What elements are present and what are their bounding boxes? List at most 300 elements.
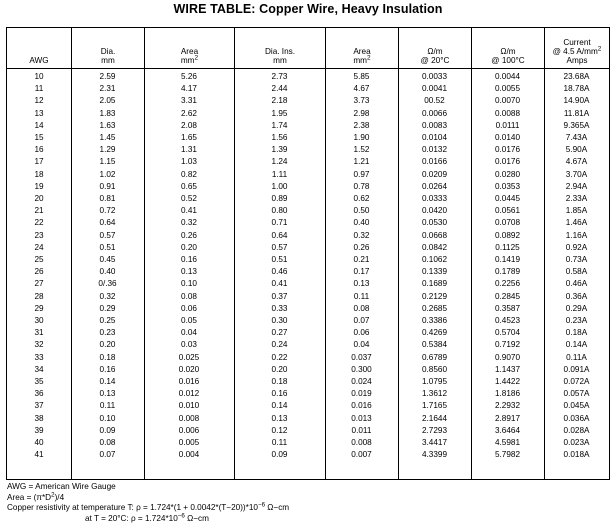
footnote-area-prefix: Area = (π*D — [7, 492, 52, 502]
table-cell: 0.04 — [353, 340, 370, 350]
table-cell: 0.29 — [99, 303, 116, 313]
table-cell: 0.1419 — [494, 255, 521, 264]
table-cell: 18 — [34, 169, 44, 179]
table-cell: 0.0166 — [421, 157, 448, 167]
table-cell: 0.78 — [353, 181, 370, 191]
wire-table — [6, 27, 610, 480]
table-cell: 0.016 — [351, 401, 372, 411]
table-cell: 0.24 — [271, 340, 288, 350]
table-row — [7, 437, 609, 449]
table-cell: 0.1125 — [495, 242, 520, 252]
table-cell: 2.33A — [565, 194, 588, 203]
header-awg — [7, 28, 71, 68]
table-cell: 23.68A — [563, 72, 590, 81]
table-cell: 0.26 — [353, 242, 370, 252]
table-cell: 0.2845 — [494, 291, 521, 301]
table-cell: 0.023A — [563, 438, 590, 447]
table-cell: 0.0264 — [421, 181, 448, 191]
table-cell: 9.365A — [563, 120, 590, 130]
table-cell: 3.4417 — [421, 438, 448, 447]
table-cell: 0.14A — [565, 340, 588, 350]
table-cell: 0.36A — [565, 291, 588, 301]
table-row — [7, 181, 609, 193]
header-area-ins-line1: Area — [353, 47, 371, 56]
table-cell: 14 — [34, 120, 44, 130]
header-area — [144, 28, 234, 68]
table-cell: 0.0088 — [494, 108, 521, 118]
table-cell: 0.07 — [353, 316, 370, 325]
table-cell: 1.8186 — [494, 389, 521, 399]
table-row — [7, 327, 609, 339]
header-awg-label: AWG — [29, 56, 49, 65]
table-cell: 0.0104 — [421, 133, 448, 142]
table-cell: 20 — [34, 194, 44, 203]
table-cell: 14.90A — [563, 96, 590, 106]
header-dia — [71, 28, 144, 68]
table-cell: 1.0795 — [421, 377, 448, 386]
table-cell: 1.95 — [271, 108, 288, 118]
table-cell: 0.0708 — [494, 218, 521, 228]
table-cell: 0.09 — [271, 450, 288, 460]
table-cell: 0.4523 — [494, 316, 521, 325]
table-cell: 0.08 — [99, 438, 116, 447]
table-cell: 3.6464 — [494, 425, 521, 435]
table-cell: 4.67A — [565, 157, 588, 167]
table-cell: 1.21 — [353, 157, 370, 167]
table-cell: 36 — [34, 389, 44, 399]
table-cell: 0.024 — [351, 377, 372, 386]
table-row — [7, 156, 609, 168]
table-cell: 11.81A — [563, 108, 590, 118]
table-cell: 0.045A — [563, 401, 590, 411]
table-cell: 5.90A — [565, 145, 588, 155]
table-cell: 1.16A — [565, 230, 588, 240]
table-cell: 0.0083 — [421, 120, 448, 130]
header-current-sup: 2 — [597, 45, 602, 53]
table-cell: 0.50 — [353, 206, 370, 216]
footnote-resistivity-20c — [7, 514, 289, 525]
table-cell: 0.21 — [353, 255, 370, 264]
table-row — [7, 400, 609, 412]
table-cell: 0.0420 — [421, 206, 448, 216]
table-cell: 0.23A — [565, 316, 588, 325]
footnote-resistivity — [7, 503, 289, 514]
table-cell: 0.0111 — [495, 120, 520, 130]
table-cell: 1.00 — [271, 181, 288, 191]
table-cell: 0.30 — [271, 316, 288, 325]
table-row — [7, 193, 609, 205]
table-row — [7, 364, 609, 376]
table-cell: 2.73 — [271, 72, 288, 81]
table-cell: 0.0445 — [494, 194, 521, 203]
header-ohm-100 — [471, 28, 544, 68]
table-cell: 34 — [34, 364, 44, 374]
table-cell: 0.0842 — [421, 242, 448, 252]
table-row — [7, 291, 609, 303]
table-cell: 4.5981 — [494, 438, 521, 447]
table-cell: 0.71 — [271, 218, 288, 228]
table-cell: 17 — [34, 157, 44, 167]
table-cell: 4.67 — [353, 84, 370, 94]
table-cell: 0.64 — [271, 230, 288, 240]
table-row — [7, 449, 609, 461]
table-row — [7, 376, 609, 388]
table-row — [7, 278, 609, 290]
table-cell: 0.0070 — [494, 96, 521, 106]
table-cell: 0.2129 — [421, 291, 448, 301]
table-cell: 0.08 — [181, 291, 197, 301]
table-cell: 0.51 — [99, 242, 116, 252]
table-cell: 5.85 — [353, 72, 370, 81]
table-cell: 1.3612 — [421, 389, 448, 399]
table-cell: 0.028A — [563, 425, 590, 435]
table-cell: 0.58A — [565, 267, 588, 277]
table-cell: 0.0209 — [421, 169, 448, 179]
table-cell: 3.73 — [353, 96, 370, 106]
table-row — [7, 71, 609, 83]
table-cell: 0.0176 — [494, 145, 521, 155]
table-cell: 0.33 — [271, 303, 288, 313]
table-cell: 0.0561 — [494, 206, 521, 216]
table-cell: 0.0668 — [421, 230, 448, 240]
table-cell: 1.65 — [181, 133, 197, 142]
table-cell: 33 — [34, 352, 44, 362]
table-cell: 0.80 — [271, 206, 288, 216]
table-cell: 0.1789 — [494, 267, 521, 277]
header-current-line2: Amps — [566, 56, 588, 65]
table-cell: 1.90 — [353, 133, 370, 142]
table-cell: 32 — [34, 340, 44, 350]
header-area-ins-line2: mm — [353, 56, 367, 65]
table-row — [7, 230, 609, 242]
table-cell: 0.16 — [99, 364, 116, 374]
table-cell: 0.22 — [271, 352, 288, 362]
table-cell: 0.008 — [351, 438, 372, 447]
table-cell: 2.08 — [181, 120, 197, 130]
table-cell: 0.57 — [99, 230, 116, 240]
table-cell: 0.057A — [563, 389, 590, 399]
table-cell: 0.27 — [271, 328, 288, 338]
table-cell: 28 — [34, 291, 44, 301]
table-cell: 0.32 — [181, 218, 197, 228]
table-cell: 0.14 — [99, 377, 116, 386]
table-cell: 15 — [34, 133, 44, 142]
footnote-area-sup: 2 — [51, 490, 55, 498]
footnote-resistivity-suffix: Ω−cm — [265, 503, 290, 513]
table-cell: 0.005 — [178, 438, 200, 447]
table-cell: 7.43A — [565, 133, 588, 142]
table-cell: 0.05 — [181, 316, 197, 325]
table-cell: 4.3399 — [421, 450, 448, 460]
table-cell: 0.0280 — [494, 169, 521, 179]
table-cell: 0.0041 — [421, 84, 448, 94]
table-cell: 0.7192 — [494, 340, 521, 350]
table-cell: 0.18A — [565, 328, 588, 338]
header-current-line1: @ 4.5 A/mm — [552, 47, 598, 56]
table-cell: 0.06 — [353, 328, 370, 338]
footnote-resistivity-sup: −6 — [257, 501, 266, 509]
table-cell: 0.2256 — [494, 279, 521, 289]
table-cell: 0.16 — [271, 389, 288, 399]
table-cell: 0.10 — [99, 413, 116, 423]
table-cell: 1.4422 — [494, 377, 521, 386]
table-cell: 1.46A — [565, 218, 588, 228]
header-ohm-100-line2: @ 100°C — [491, 56, 525, 65]
header-ohm-20 — [398, 28, 471, 68]
table-cell: 30 — [34, 316, 44, 325]
table-cell: 0.03 — [181, 340, 197, 350]
table-cell: 1.63 — [99, 120, 116, 130]
table-cell: 12 — [34, 96, 44, 106]
table-row — [7, 169, 609, 181]
table-cell: 0.300 — [351, 364, 372, 374]
table-cell: 0.20 — [99, 340, 116, 350]
table-cell: 1.39 — [271, 145, 288, 155]
header-current — [544, 28, 609, 68]
table-cell: 1.74 — [271, 120, 288, 130]
table-cell: 0.1339 — [421, 267, 448, 277]
header-area-sup: 2 — [194, 54, 199, 62]
table-cell: 0.012 — [178, 389, 200, 399]
table-cell: 0.0140 — [494, 133, 521, 142]
table-cell: 37 — [34, 401, 44, 411]
table-cell: 1.11 — [271, 169, 288, 179]
table-cell: 31 — [34, 328, 44, 338]
table-cell: 1.02 — [99, 169, 116, 179]
table-cell: 0.46A — [565, 279, 588, 289]
table-cell: 0.0066 — [421, 108, 448, 118]
table-cell: 0.013 — [351, 413, 372, 423]
table-cell: 0.091A — [563, 364, 590, 374]
table-cell: 0.006 — [178, 425, 200, 435]
table-cell: 18.78A — [563, 84, 590, 94]
table-cell: 0.007 — [351, 450, 372, 460]
table-row — [7, 144, 609, 156]
table-cell: 0.20 — [181, 242, 197, 252]
table-cell: 0.12 — [271, 425, 288, 435]
table-cell: 0.16 — [181, 255, 197, 264]
footnote-area — [7, 490, 289, 504]
table-cell: 0.29A — [565, 303, 588, 313]
page-title: WIRE TABLE: Copper Wire, Heavy Insulation — [173, 2, 443, 16]
table-cell: 1.29 — [99, 145, 116, 155]
table-cell: 0.17 — [353, 267, 370, 277]
table-cell: 1.83 — [99, 108, 116, 118]
table-cell: 0.46 — [271, 267, 288, 277]
footnote-resistivity-prefix: Copper resistivity at temperature T: ρ = 1.724*(1 + 0.0042*(T−20))*10 — [7, 503, 258, 513]
header-area-line2: mm — [180, 56, 195, 65]
table-cell: 0.016 — [178, 377, 200, 386]
table-row — [7, 303, 609, 315]
table-cell: 0.13 — [99, 389, 116, 399]
table-cell: 0.51 — [271, 255, 288, 264]
table-cell: 0.019 — [351, 389, 372, 399]
table-cell: 0.45 — [99, 255, 116, 264]
table-cell: 0.52 — [181, 194, 197, 203]
table-cell: 23 — [34, 230, 44, 240]
table-cell: 0.11 — [99, 401, 116, 411]
table-cell: 11 — [34, 84, 44, 94]
table-cell: 1.45 — [99, 133, 116, 142]
table-cell: 2.94A — [565, 181, 588, 191]
table-cell: 1.03 — [181, 157, 197, 167]
table-header — [7, 28, 609, 69]
table-cell: 0.04 — [181, 328, 197, 338]
table-cell: 1.15 — [99, 157, 116, 167]
table-cell: 0.11 — [271, 438, 288, 447]
table-cell: 13 — [34, 108, 44, 118]
header-area-line1: Area — [180, 47, 199, 56]
table-cell: 0.13 — [271, 413, 288, 423]
table-cell: 0.20 — [271, 364, 288, 374]
table-cell: 21 — [34, 206, 44, 216]
header-dia-ins — [234, 28, 325, 68]
table-cell: 0.09 — [99, 425, 116, 435]
table-cell: 35 — [34, 377, 44, 386]
table-cell: 0.10 — [181, 279, 197, 289]
table-cell: 0.37 — [271, 291, 288, 301]
table-cell: 0.025 — [178, 352, 200, 362]
footnote-awg: AWG = American Wire Gauge — [7, 482, 116, 491]
table-row — [7, 83, 609, 95]
table-cell: 0.0044 — [494, 72, 521, 81]
footnotes — [7, 482, 289, 524]
table-cell: 1.31 — [181, 145, 197, 155]
table-cell: 24 — [34, 242, 44, 252]
table-row — [7, 339, 609, 351]
table-cell: 0.32 — [353, 230, 370, 240]
table-cell: 5.26 — [181, 72, 197, 81]
table-row — [7, 205, 609, 217]
table-cell: 1.7165 — [421, 401, 448, 411]
table-cell: 0.4269 — [421, 328, 448, 338]
table-row — [7, 266, 609, 278]
table-cell: 0.25 — [99, 316, 116, 325]
table-cell: 0.97 — [353, 169, 370, 179]
header-ohm-20-line1: Ω/m — [427, 47, 443, 56]
table-cell: 5.7982 — [494, 450, 521, 460]
table-cell: 2.38 — [353, 120, 370, 130]
table-cell: 0.020 — [178, 364, 200, 374]
table-cell: 0.5384 — [421, 340, 448, 350]
table-cell: 1.85A — [565, 206, 588, 216]
table-row — [7, 315, 609, 327]
table-row — [7, 95, 609, 107]
table-cell: 38 — [34, 413, 44, 423]
table-cell: 0.2685 — [421, 303, 448, 313]
table-cell: 1.24 — [271, 157, 288, 167]
table-cell: 0.13 — [353, 279, 370, 289]
table-cell: 0.0033 — [421, 72, 448, 81]
table-cell: 0.72 — [99, 206, 116, 216]
table-cell: 0.018A — [563, 450, 590, 460]
header-ohm-20-line2: @ 20°C — [420, 56, 450, 65]
table-cell: 2.59 — [99, 72, 116, 81]
table-cell: 10 — [34, 72, 44, 81]
table-cell: 4.17 — [181, 84, 197, 94]
footnote-area-suffix: )/4 — [54, 492, 65, 502]
table-cell: 0.92A — [565, 242, 588, 252]
table-cell: 22 — [34, 218, 44, 228]
table-cell: 2.2932 — [494, 401, 521, 411]
table-cell: 0.072A — [563, 377, 590, 386]
table-cell: 0.23 — [99, 328, 116, 338]
table-row — [7, 108, 609, 120]
table-cell: 0.0132 — [421, 145, 448, 155]
table-cell: 0.0333 — [421, 194, 448, 203]
table-cell: 0.64 — [99, 218, 116, 228]
table-cell: 29 — [34, 303, 44, 313]
table-cell: 16 — [34, 145, 44, 155]
table-cell: 0/.36 — [98, 279, 117, 289]
footnote-resistivity-20c-sup: −6 — [177, 512, 185, 520]
table-cell: 0.3587 — [494, 303, 521, 313]
table-cell: 2.1644 — [421, 413, 448, 423]
header-area-ins — [325, 28, 398, 68]
table-cell: 2.18 — [271, 96, 288, 106]
table-cell: 0.6789 — [421, 352, 448, 362]
table-cell: 2.44 — [271, 84, 288, 94]
table-cell: 2.62 — [181, 108, 197, 118]
table-cell: 0.8560 — [421, 364, 448, 374]
table-cell: 2.05 — [99, 96, 116, 106]
table-cell: 0.40 — [99, 267, 116, 277]
header-dia-line2: mm — [101, 56, 115, 65]
table-cell: 00.52 — [424, 96, 445, 106]
header-dia-line1: Dia. — [100, 47, 116, 56]
table-cell: 25 — [34, 255, 44, 264]
table-cell: 0.3386 — [421, 316, 448, 325]
table-cell: 0.40 — [353, 218, 370, 228]
table-cell: 0.65 — [181, 181, 197, 191]
table-cell: 41 — [34, 450, 44, 460]
table-row — [7, 413, 609, 425]
table-cell: 0.18 — [99, 352, 116, 362]
table-cell: 0.08 — [353, 303, 370, 313]
table-cell: 39 — [34, 425, 44, 435]
table-cell: 0.41 — [271, 279, 288, 289]
table-cell: 0.81 — [99, 194, 116, 203]
table-cell: 2.7293 — [421, 425, 448, 435]
header-dia-ins-line2: mm — [273, 56, 287, 65]
table-cell: 3.70A — [565, 169, 588, 179]
table-cell: 0.13 — [181, 267, 197, 277]
header-dia-ins-line1: Dia. Ins. — [264, 47, 296, 56]
table-cell: 0.18 — [271, 377, 288, 386]
table-cell: 0.0055 — [494, 84, 521, 94]
header-ohm-100-line1: Ω/m — [500, 47, 516, 56]
table-cell: 0.57 — [271, 242, 288, 252]
table-row — [7, 352, 609, 364]
footnote-resistivity-20c-suffix: Ω−cm — [184, 513, 209, 523]
table-cell: 0.14 — [271, 401, 288, 411]
table-cell: 0.9070 — [494, 352, 521, 362]
table-row — [7, 425, 609, 437]
table-cell: 0.0892 — [494, 230, 521, 240]
table-cell: 0.0530 — [421, 218, 448, 228]
table-cell: 40 — [34, 438, 44, 447]
table-row — [7, 242, 609, 254]
table-cell: 0.5704 — [494, 328, 521, 338]
table-cell: 0.1062 — [421, 255, 448, 264]
table-cell: 1.56 — [271, 133, 288, 142]
table-cell: 19 — [34, 181, 44, 191]
table-cell: 0.010 — [178, 401, 200, 411]
table-cell: 0.0353 — [494, 181, 521, 191]
table-cell: 0.32 — [99, 291, 116, 301]
table-cell: 0.06 — [181, 303, 197, 313]
table-cell: 0.037 — [351, 352, 372, 362]
